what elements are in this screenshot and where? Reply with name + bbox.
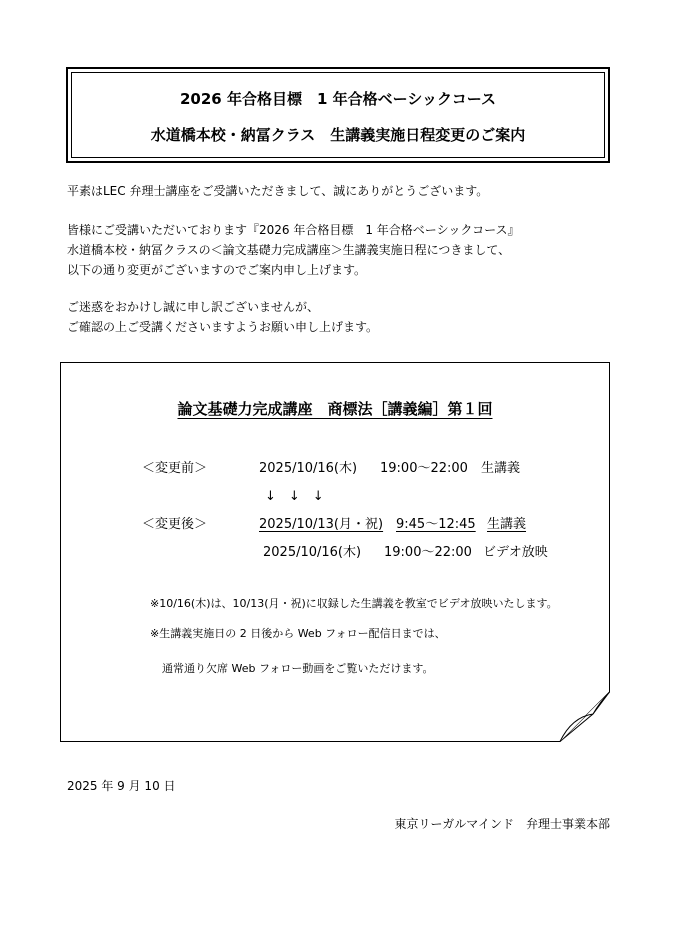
body-line-1: 皆様にご受講いただいております『2026 年合格目標 1 年合格ベーシックコース』 [67,223,520,237]
after1-date: 2025/10/13(月・祝) [259,517,384,532]
title-box-inner-border [71,72,605,158]
before-type: 生講義 [481,461,521,476]
after-label: ＜変更後＞ [142,517,208,532]
before-date: 2025/10/16(木) [259,461,358,476]
note-video-screening: ※10/16(木)は、10/13(月・祝)に収録した生講義を教室でビデオ放映いたします。 [150,597,558,610]
apology-line-2: ご確認の上ご受講くださいますようお願い申し上げます。 [67,320,379,334]
note-web-follow-2: 通常通り欠席 Web フォロー動画をご覧いただけます。 [162,662,434,675]
before-label: ＜変更前＞ [142,461,208,476]
note-web-follow-1: ※生講義実施日の 2 日後から Web フォロー配信日までは、 [150,627,446,640]
body-line-2: 水道橋本校・納冨クラスの＜論文基礎力完成講座＞生講義実施日程につきまして、 [67,243,511,257]
greeting-text: 平素はLEC 弁理士講座をご受講いただきまして、誠にありがとうございます。 [67,184,489,198]
body-line-3: 以下の通り変更がございますのでご案内申し上げます。 [67,263,367,277]
apology-line-1: ご迷惑をおかけし誠に申し訳ございませんが、 [67,300,320,314]
after1-type: 生講義 [487,517,527,532]
sender-name: 東京リーガルマインド 弁理士事業本部 [394,817,610,831]
title-line-1: 2026 年合格目標 1 年合格ベーシックコース [180,90,496,108]
title-line-2: 水道橋本校・納冨クラス 生講義実施日程変更のご案内 [150,126,526,144]
after2-date: 2025/10/16(木) [263,545,362,560]
course-title [60,398,610,419]
course-title-text: 論文基礎力完成講座 商標法［講義編］第１回 [177,400,493,418]
change-arrows: ↓ ↓ ↓ [265,489,324,504]
title-box [66,67,610,163]
schedule-notice-box [60,362,610,742]
issue-date: 2025 年 9 月 10 日 [67,779,176,793]
after2-time: 19:00～22:00 [384,545,472,560]
after1-time: 9:45～12:45 [396,517,476,532]
before-time: 19:00～22:00 [380,461,468,476]
after2-type: ビデオ放映 [483,545,548,560]
